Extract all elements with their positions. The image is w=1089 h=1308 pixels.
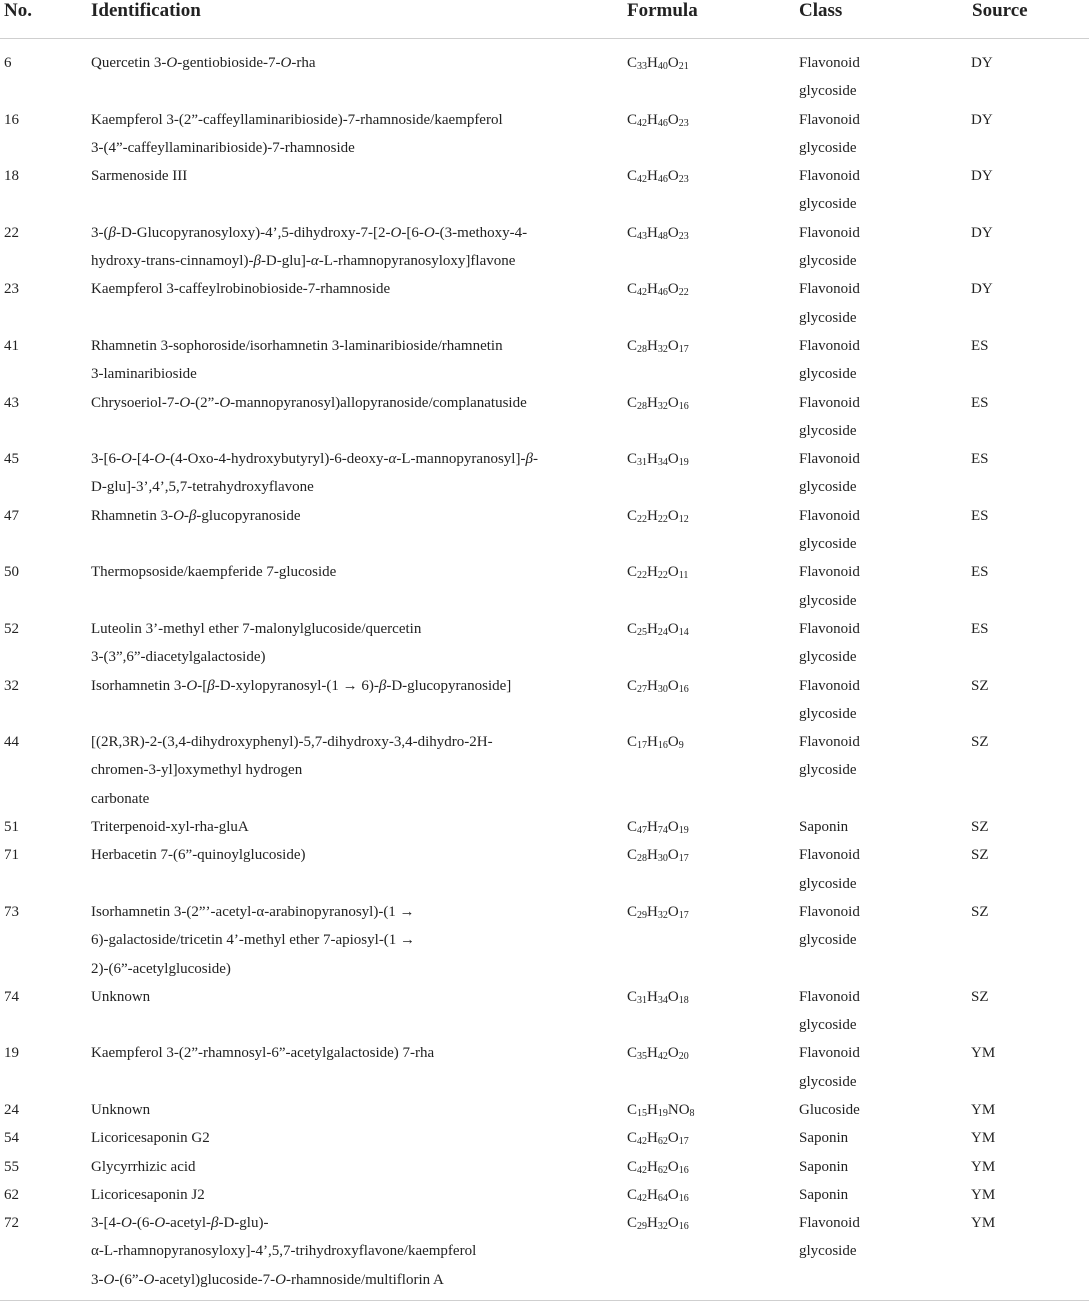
cell-class xyxy=(799,841,971,898)
cell-class xyxy=(799,558,971,615)
identification-line: Sarmenoside III xyxy=(91,168,188,185)
cell-class xyxy=(799,1096,971,1124)
formula-text: $C_{35}H_{42}O_{20}$ xyxy=(627,1045,689,1063)
class-line: Flavonoid xyxy=(799,111,860,128)
cell-source: ES xyxy=(971,564,989,581)
cell-identification xyxy=(91,1153,627,1181)
identification-line: Luteolin 3’-methyl ether 7-malonylglucoside/quercetin xyxy=(91,620,422,637)
table-row xyxy=(0,813,1089,841)
identification-line: carbonate xyxy=(91,790,150,807)
class-line: Flavonoid xyxy=(799,847,860,864)
formula-text: $C_{42}H_{46}O_{23}$ xyxy=(627,168,689,186)
cell-formula xyxy=(627,1209,799,1300)
identification-line: Kaempferol 3-(2”-caffeyllaminaribioside)-7-rhamnoside/kaempferol xyxy=(91,111,503,128)
cell-formula xyxy=(627,39,799,106)
identification-line: α-L-rhamnopyranosyloxy]-4’,5,7-trihydroxyflavone/kaempferol xyxy=(91,1243,477,1260)
table-header xyxy=(0,0,1089,39)
class-line: glycoside xyxy=(799,479,857,496)
cell-identification xyxy=(91,445,627,502)
cell-no: 71 xyxy=(4,847,19,864)
cell-class xyxy=(799,898,971,983)
class-line: glycoside xyxy=(799,705,857,722)
cell-no: 41 xyxy=(4,337,19,354)
cell-formula xyxy=(627,841,799,898)
table-row xyxy=(0,558,1089,615)
identification-line: Rhamnetin 3-O-β-glucopyranoside xyxy=(91,507,301,524)
identification-line: 3-O-(6”-O-acetyl)glucoside-7-O-rhamnoside/multiflorin A xyxy=(91,1271,444,1288)
cell-no: 62 xyxy=(4,1186,19,1203)
class-line: Flavonoid xyxy=(799,224,860,241)
class-line: glycoside xyxy=(799,1243,857,1260)
formula-text: $C_{17}H_{16}O_9$ xyxy=(627,734,684,752)
identification-line: 3-[4-O-(6-O-acetyl-β-D-glu)- xyxy=(91,1215,269,1232)
identification-line: 2)-(6”-acetylglucoside) xyxy=(91,960,231,977)
cell-formula xyxy=(627,389,799,446)
class-line: Saponin xyxy=(799,819,849,836)
formula-text: $C_{28}H_{32}O_{16}$ xyxy=(627,394,689,412)
class-line: Flavonoid xyxy=(799,451,860,468)
cell-formula xyxy=(627,332,799,389)
formula-text: $C_{47}H_{74}O_{19}$ xyxy=(627,819,689,837)
identification-line: Herbacetin 7-(6”-quinoylglucoside) xyxy=(91,847,306,864)
cell-class xyxy=(799,1181,971,1209)
identification-line: 3-laminaribioside xyxy=(91,366,197,383)
cell-no: 73 xyxy=(4,903,19,920)
class-line: Flavonoid xyxy=(799,281,860,298)
table-row xyxy=(0,332,1089,389)
class-line: glycoside xyxy=(799,592,857,609)
cell-identification xyxy=(91,106,627,163)
identification-line: Unknown xyxy=(91,1101,151,1118)
cell-formula xyxy=(627,106,799,163)
formula-text: $C_{22}H_{22}O_{11}$ xyxy=(627,564,689,582)
cell-class xyxy=(799,502,971,559)
formula-text: $C_{31}H_{34}O_{19}$ xyxy=(627,451,689,469)
cell-identification xyxy=(91,275,627,332)
cell-source: DY xyxy=(971,111,993,128)
cell-formula xyxy=(627,445,799,502)
class-line: Flavonoid xyxy=(799,903,860,920)
identification-line: 3-(3”,6”-diacetylgalactoside) xyxy=(91,649,266,666)
formula-text: $C_{33}H_{40}O_{21}$ xyxy=(627,55,689,72)
class-line: glycoside xyxy=(799,875,857,892)
class-line: glycoside xyxy=(799,762,857,779)
class-line: Flavonoid xyxy=(799,507,860,524)
identification-line: Quercetin 3-O-gentiobioside-7-O-rha xyxy=(91,55,316,71)
cell-class xyxy=(799,1124,971,1152)
formula-text: $C_{42}H_{46}O_{23}$ xyxy=(627,111,689,129)
cell-class xyxy=(799,1153,971,1181)
cell-no: 72 xyxy=(4,1215,19,1232)
cell-identification xyxy=(91,1181,627,1209)
cell-identification xyxy=(91,728,627,813)
cell-formula xyxy=(627,502,799,559)
cell-no: 23 xyxy=(4,281,19,298)
class-line: Saponin xyxy=(799,1186,849,1203)
identification-line: Triterpenoid-xyl-rha-gluA xyxy=(91,819,249,836)
cell-source: DY xyxy=(971,281,993,298)
identification-line: 3-(β-D-Glucopyranosyloxy)-4’,5-dihydroxy-7-[2-O-[6-O-(3-methoxy-4- xyxy=(91,224,528,241)
cell-formula xyxy=(627,162,799,219)
class-line: Saponin xyxy=(799,1158,849,1175)
cell-source: YM xyxy=(971,1130,996,1147)
class-line: Flavonoid xyxy=(799,1045,860,1062)
table-row xyxy=(0,983,1089,1040)
cell-class xyxy=(799,332,971,389)
class-line: Flavonoid xyxy=(799,55,860,71)
table-row xyxy=(0,1181,1089,1209)
cell-source: ES xyxy=(971,337,989,354)
cell-class xyxy=(799,389,971,446)
cell-formula xyxy=(627,898,799,983)
class-line: glycoside xyxy=(799,83,857,100)
cell-class xyxy=(799,39,971,106)
cell-no: 52 xyxy=(4,620,19,637)
cell-identification xyxy=(91,558,627,615)
identification-line: Licoricesaponin G2 xyxy=(91,1130,210,1147)
cell-no: 55 xyxy=(4,1158,19,1175)
cell-identification xyxy=(91,615,627,672)
cell-formula xyxy=(627,1096,799,1124)
cell-identification xyxy=(91,1124,627,1152)
cell-no: 54 xyxy=(4,1130,19,1147)
formula-text: $C_{43}H_{48}O_{23}$ xyxy=(627,224,689,242)
cell-no: 50 xyxy=(4,564,19,581)
cell-source: ES xyxy=(971,451,989,468)
class-line: Saponin xyxy=(799,1130,849,1147)
table-row xyxy=(0,1124,1089,1152)
cell-identification xyxy=(91,389,627,446)
cell-formula xyxy=(627,615,799,672)
class-line: glycoside xyxy=(799,366,857,383)
cell-source: DY xyxy=(971,168,993,185)
cell-class xyxy=(799,275,971,332)
table-row xyxy=(0,1039,1089,1096)
cell-no: 22 xyxy=(4,224,19,241)
cell-no: 6 xyxy=(4,55,12,71)
cell-identification xyxy=(91,1209,627,1300)
cell-source: SZ xyxy=(971,677,989,694)
cell-no: 16 xyxy=(4,111,19,128)
class-line: Flavonoid xyxy=(799,394,860,411)
table-row xyxy=(0,615,1089,672)
header-source: Source xyxy=(971,0,1089,39)
cell-source: DY xyxy=(971,224,993,241)
table-row xyxy=(0,275,1089,332)
formula-text: $C_{29}H_{32}O_{16}$ xyxy=(627,1215,689,1233)
cell-no: 47 xyxy=(4,507,19,524)
cell-no: 51 xyxy=(4,819,19,836)
cell-class xyxy=(799,728,971,813)
cell-formula xyxy=(627,275,799,332)
table-row xyxy=(0,1096,1089,1124)
class-line: glycoside xyxy=(799,1017,857,1034)
table-row xyxy=(0,841,1089,898)
cell-formula xyxy=(627,728,799,813)
cell-class xyxy=(799,106,971,163)
class-line: Flavonoid xyxy=(799,1215,860,1232)
header-identification: Identification xyxy=(91,0,627,39)
formula-text: $C_{15}H_{19}NO_8$ xyxy=(627,1101,695,1119)
cell-source: ES xyxy=(971,620,989,637)
cell-no: 45 xyxy=(4,451,19,468)
cell-formula xyxy=(627,1124,799,1152)
cell-formula xyxy=(627,983,799,1040)
cell-source: ES xyxy=(971,394,989,411)
cell-formula xyxy=(627,219,799,276)
cell-source: SZ xyxy=(971,819,989,836)
cell-class xyxy=(799,445,971,502)
identification-line: D-glu]-3’,4’,5,7-tetrahydroxyflavone xyxy=(91,479,314,496)
class-line: glycoside xyxy=(799,649,857,666)
cell-class xyxy=(799,162,971,219)
cell-identification xyxy=(91,841,627,898)
table-row xyxy=(0,39,1089,106)
formula-text: $C_{28}H_{32}O_{17}$ xyxy=(627,337,689,355)
cell-source: SZ xyxy=(971,847,989,864)
formula-text: $C_{29}H_{32}O_{17}$ xyxy=(627,903,689,921)
cell-formula xyxy=(627,813,799,841)
cell-identification xyxy=(91,1039,627,1096)
identification-line: 3-(4”-caffeyllaminaribioside)-7-rhamnoside xyxy=(91,139,355,156)
formula-text: $C_{42}H_{62}O_{16}$ xyxy=(627,1158,689,1176)
table-row xyxy=(0,106,1089,163)
cell-identification xyxy=(91,672,627,729)
cell-identification xyxy=(91,219,627,276)
identification-line: 6)-galactoside/tricetin 4’-methyl ether 7-apiosyl-(1 → xyxy=(91,932,416,949)
formula-text: $C_{25}H_{24}O_{14}$ xyxy=(627,620,689,638)
table-row xyxy=(0,162,1089,219)
table-row xyxy=(0,389,1089,446)
cell-class xyxy=(799,615,971,672)
class-line: Flavonoid xyxy=(799,168,860,185)
formula-text: $C_{42}H_{62}O_{17}$ xyxy=(627,1130,689,1148)
identification-line: Isorhamnetin 3-(2”’-acetyl-α-arabinopyranosyl)-(1 → xyxy=(91,903,415,920)
formula-text: $C_{28}H_{30}O_{17}$ xyxy=(627,847,689,865)
class-line: glycoside xyxy=(799,196,857,213)
formula-text: $C_{31}H_{34}O_{18}$ xyxy=(627,988,689,1006)
class-line: glycoside xyxy=(799,536,857,553)
cell-class xyxy=(799,813,971,841)
cell-source: YM xyxy=(971,1158,996,1175)
cell-no: 74 xyxy=(4,988,19,1005)
cell-source: SZ xyxy=(971,734,989,751)
identification-line: hydroxy-trans-cinnamoyl)-β-D-glu]-α-L-rhamnopyranosyloxy]flavone xyxy=(91,253,516,270)
header-row xyxy=(0,0,1089,39)
cell-identification xyxy=(91,39,627,106)
cell-identification xyxy=(91,983,627,1040)
cell-identification xyxy=(91,502,627,559)
table-row xyxy=(0,445,1089,502)
class-line: Flavonoid xyxy=(799,564,860,581)
cell-source: YM xyxy=(971,1186,996,1203)
cell-identification xyxy=(91,898,627,983)
identification-line: Rhamnetin 3-sophoroside/isorhamnetin 3-laminaribioside/rhamnetin xyxy=(91,337,503,354)
identification-line: Chrysoeriol-7-O-(2”-O-mannopyranosyl)allopyranoside/complanatuside xyxy=(91,394,527,411)
table-row xyxy=(0,672,1089,729)
class-line: Flavonoid xyxy=(799,734,860,751)
cell-source: SZ xyxy=(971,903,989,920)
class-line: Glucoside xyxy=(799,1101,860,1118)
class-line: Flavonoid xyxy=(799,620,860,637)
cell-identification xyxy=(91,162,627,219)
formula-text: $C_{42}H_{46}O_{22}$ xyxy=(627,281,689,299)
header-formula: Formula xyxy=(627,0,799,39)
cell-formula xyxy=(627,1153,799,1181)
identification-line: chromen-3-yl]oxymethyl hydrogen xyxy=(91,762,303,779)
table-row xyxy=(0,728,1089,813)
cell-class xyxy=(799,1039,971,1096)
cell-formula xyxy=(627,1039,799,1096)
cell-identification xyxy=(91,813,627,841)
cell-source: SZ xyxy=(971,988,989,1005)
cell-identification xyxy=(91,1096,627,1124)
cell-formula xyxy=(627,558,799,615)
cell-no: 19 xyxy=(4,1045,19,1062)
table-row xyxy=(0,898,1089,983)
class-line: glycoside xyxy=(799,253,857,270)
table-body xyxy=(0,39,1089,1301)
header-class: Class xyxy=(799,0,971,39)
class-line: glycoside xyxy=(799,309,857,326)
formula-text: $C_{22}H_{22}O_{12}$ xyxy=(627,507,689,525)
table-row xyxy=(0,1153,1089,1181)
cell-source: YM xyxy=(971,1215,996,1232)
table-row xyxy=(0,502,1089,559)
cell-source: ES xyxy=(971,507,989,524)
class-line: glycoside xyxy=(799,1073,857,1090)
class-line: glycoside xyxy=(799,932,857,949)
cell-identification xyxy=(91,332,627,389)
class-line: Flavonoid xyxy=(799,677,860,694)
identification-line: Unknown xyxy=(91,988,151,1005)
table-row xyxy=(0,1209,1089,1300)
class-line: Flavonoid xyxy=(799,988,860,1005)
cell-no: 43 xyxy=(4,394,19,411)
cell-class xyxy=(799,219,971,276)
cell-no: 24 xyxy=(4,1101,19,1118)
cell-source: DY xyxy=(971,55,993,71)
identification-line: Kaempferol 3-caffeylrobinobioside-7-rhamnoside xyxy=(91,281,391,298)
cell-no: 44 xyxy=(4,734,19,751)
header-no: No. xyxy=(0,0,91,39)
cell-class xyxy=(799,672,971,729)
cell-formula xyxy=(627,1181,799,1209)
formula-text: $C_{42}H_{64}O_{16}$ xyxy=(627,1186,689,1204)
class-line: glycoside xyxy=(799,422,857,439)
identification-line: 3-[6-O-[4-O-(4-Oxo-4-hydroxybutyryl)-6-deoxy-α-L-mannopyranosyl]-β- xyxy=(91,451,538,468)
identification-line: Thermopsoside/kaempferide 7-glucoside xyxy=(91,564,337,581)
cell-source: YM xyxy=(971,1045,996,1062)
identification-line: Kaempferol 3-(2”-rhamnosyl-6”-acetylgalactoside) 7-rha xyxy=(91,1045,435,1062)
identification-line: Glycyrrhizic acid xyxy=(91,1158,196,1175)
identification-line: Isorhamnetin 3-O-[β-D-xylopyranosyl-(1 → 6)-β-D-glucopyranoside] xyxy=(91,677,512,694)
cell-no: 32 xyxy=(4,677,19,694)
cell-class xyxy=(799,983,971,1040)
formula-text: $C_{27}H_{30}O_{16}$ xyxy=(627,677,689,695)
class-line: glycoside xyxy=(799,139,857,156)
cell-source: YM xyxy=(971,1101,996,1118)
cell-class xyxy=(799,1209,971,1300)
identification-line: Licoricesaponin J2 xyxy=(91,1186,205,1203)
cell-no: 18 xyxy=(4,168,19,185)
cell-formula xyxy=(627,672,799,729)
identification-line: [(2R,3R)-2-(3,4-dihydroxyphenyl)-5,7-dihydroxy-3,4-dihydro-2H- xyxy=(91,734,493,751)
class-line: Flavonoid xyxy=(799,337,860,354)
table-row xyxy=(0,219,1089,276)
